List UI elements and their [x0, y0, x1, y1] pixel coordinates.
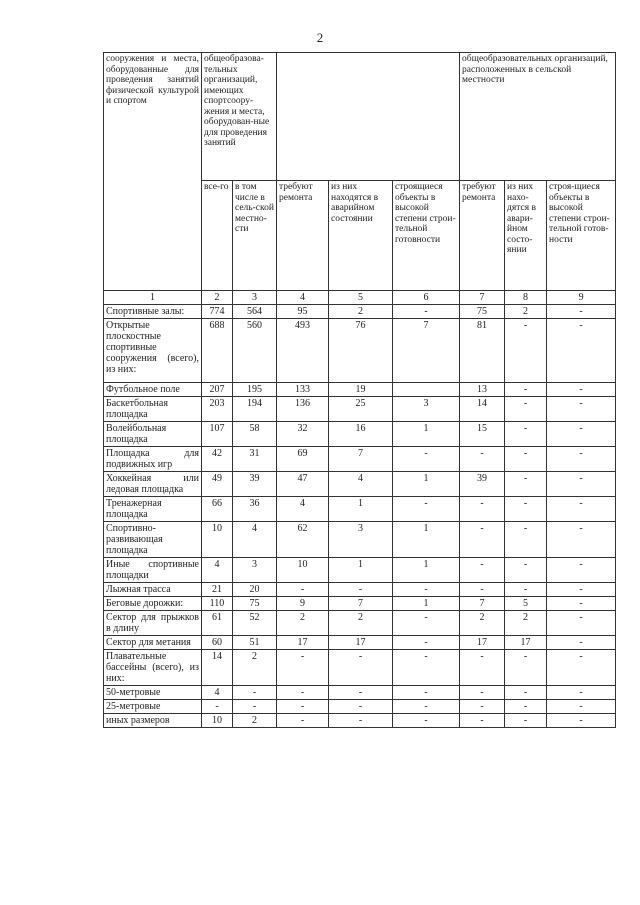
row-value: - [460, 558, 505, 583]
row-value: - [277, 686, 329, 700]
row-value: - [505, 472, 547, 497]
row-value: - [547, 422, 616, 447]
row-value: 25 [329, 397, 393, 422]
row-value: - [329, 714, 393, 728]
row-value: 1 [393, 422, 460, 447]
row-value: 15 [460, 422, 505, 447]
table-row [104, 650, 616, 686]
row-value: 133 [277, 383, 329, 397]
row-value: 17 [460, 636, 505, 650]
row-value: 107 [202, 422, 233, 447]
row-value: 4 [233, 522, 277, 558]
header-total: все-го [202, 181, 233, 291]
row-value: - [505, 383, 547, 397]
row-value: 32 [277, 422, 329, 447]
row-label: Сектор для прыжков в длину [104, 611, 202, 636]
row-value: 7 [393, 319, 460, 383]
row-value: - [505, 522, 547, 558]
row-value: - [547, 650, 616, 686]
row-value: - [547, 397, 616, 422]
row-value: 13 [460, 383, 505, 397]
row-value: 2 [233, 714, 277, 728]
row-value: 136 [277, 397, 329, 422]
row-value: 2 [505, 611, 547, 636]
row-value: - [547, 305, 616, 319]
row-value: - [460, 650, 505, 686]
table-row [104, 597, 616, 611]
table-row [104, 714, 616, 728]
row-value: 1 [329, 558, 393, 583]
row-value: - [393, 305, 460, 319]
row-value: - [505, 422, 547, 447]
row-value: 2 [460, 611, 505, 636]
row-value: 493 [277, 319, 329, 383]
page-number: 2 [316, 30, 324, 45]
table-row [104, 383, 616, 397]
row-value: 14 [202, 650, 233, 686]
column-number: 6 [393, 291, 460, 305]
row-value: 2 [505, 305, 547, 319]
row-value: 195 [233, 383, 277, 397]
row-value: 42 [202, 447, 233, 472]
row-value: - [505, 319, 547, 383]
row-value: - [505, 686, 547, 700]
table-row [104, 522, 616, 558]
header-need-repair: требуют ремонта [277, 181, 329, 291]
row-label: Хоккейная или ледовая площадка [104, 472, 202, 497]
row-value: - [393, 583, 460, 597]
header-rural-under-construction: строя-щиеся объекты в высокой степени строи-тельной готов-ности [547, 181, 616, 291]
column-number: 7 [460, 291, 505, 305]
table-row [104, 686, 616, 700]
row-value: 7 [460, 597, 505, 611]
row-value: - [547, 636, 616, 650]
row-value: 75 [460, 305, 505, 319]
table-body [104, 305, 616, 728]
row-value: - [547, 447, 616, 472]
header-emergency: из них находятся в аварийном состоянии [329, 181, 393, 291]
row-value: - [505, 583, 547, 597]
row-value: - [393, 636, 460, 650]
header-rural: в том числе в сель-ской местно-сти [233, 181, 277, 291]
row-value: 61 [202, 611, 233, 636]
row-label: Тренажерная площадка [104, 497, 202, 522]
row-value: - [505, 650, 547, 686]
row-label: Открытые плоскостные спортивные сооружения (всего), из них: [104, 319, 202, 383]
row-value: 564 [233, 305, 277, 319]
table-row [104, 305, 616, 319]
row-value: - [277, 650, 329, 686]
row-value: 10 [202, 522, 233, 558]
row-value: - [547, 714, 616, 728]
row-value: - [505, 714, 547, 728]
column-number: 9 [547, 291, 616, 305]
row-value: - [233, 686, 277, 700]
row-value: 7 [329, 597, 393, 611]
row-label: Лыжная трасса [104, 583, 202, 597]
row-value: 1 [393, 558, 460, 583]
row-value: - [547, 383, 616, 397]
row-value: 3 [329, 522, 393, 558]
row-value: 1 [393, 597, 460, 611]
row-value: - [393, 497, 460, 522]
table-row [104, 700, 616, 714]
header-group-repair [277, 53, 460, 181]
row-value: 110 [202, 597, 233, 611]
table-row [104, 611, 616, 636]
row-value: 774 [202, 305, 233, 319]
table-row [104, 636, 616, 650]
row-value: - [329, 686, 393, 700]
row-value: 688 [202, 319, 233, 383]
row-value: - [505, 447, 547, 472]
row-value: 17 [277, 636, 329, 650]
row-value: 62 [277, 522, 329, 558]
row-value: 10 [277, 558, 329, 583]
row-value: - [547, 497, 616, 522]
row-value: 69 [277, 447, 329, 472]
row-value: - [329, 700, 393, 714]
row-value: - [393, 611, 460, 636]
row-label: Спортивные залы: [104, 305, 202, 319]
row-value: - [233, 700, 277, 714]
header-rural-need-repair: требуют ремонта [460, 181, 505, 291]
table-row [104, 583, 616, 597]
header-schools-with-facilities: общеобразова-тельных организаций, имеющих спортсоору-жения и места, оборудован-ные для проведения занятий [202, 53, 277, 181]
table-row [104, 397, 616, 422]
row-value: - [460, 686, 505, 700]
row-value: 52 [233, 611, 277, 636]
table-row [104, 558, 616, 583]
column-number: 8 [505, 291, 547, 305]
row-value: - [329, 583, 393, 597]
row-value: - [547, 583, 616, 597]
row-value: 3 [393, 397, 460, 422]
row-value: 31 [233, 447, 277, 472]
table-row [104, 319, 616, 383]
column-numbers-row [104, 291, 616, 305]
row-value: - [547, 319, 616, 383]
row-value: - [460, 583, 505, 597]
row-value: 17 [505, 636, 547, 650]
row-value: - [547, 472, 616, 497]
row-value: 4 [277, 497, 329, 522]
row-value: - [505, 497, 547, 522]
row-value: - [277, 714, 329, 728]
row-value: - [277, 700, 329, 714]
row-value: 1 [393, 472, 460, 497]
row-label: иных размеров [104, 714, 202, 728]
row-label: Баскетбольная площадка [104, 397, 202, 422]
row-value: - [547, 611, 616, 636]
row-value: 58 [233, 422, 277, 447]
row-value: 203 [202, 397, 233, 422]
row-value: - [460, 522, 505, 558]
column-number: 3 [233, 291, 277, 305]
row-value: 20 [233, 583, 277, 597]
row-value: 4 [202, 558, 233, 583]
row-value: - [329, 650, 393, 686]
row-label: Сектор для метания [104, 636, 202, 650]
row-value: - [505, 700, 547, 714]
row-label: Футбольное поле [104, 383, 202, 397]
row-value: - [547, 686, 616, 700]
row-label: 50-метровые [104, 686, 202, 700]
header-rural-schools: общеобразовательных организаций, расположенных в сельской местности [460, 53, 616, 181]
facilities-table [103, 52, 616, 728]
row-value: - [505, 397, 547, 422]
row-label: 25-метровые [104, 700, 202, 714]
row-label: Плавательные бассейны (всего), из них: [104, 650, 202, 686]
header-facility-type: сооружения и места, оборудованные для проведения занятий физической культурой и спортом [104, 53, 202, 291]
header-under-construction: строящиеся объекты в высокой степени строи-тельной готовности [393, 181, 460, 291]
column-number: 2 [202, 291, 233, 305]
row-value: 76 [329, 319, 393, 383]
table-row [104, 497, 616, 522]
row-value: 207 [202, 383, 233, 397]
column-number: 4 [277, 291, 329, 305]
row-value: - [202, 700, 233, 714]
column-number: 1 [104, 291, 202, 305]
row-value: 4 [329, 472, 393, 497]
row-value: - [393, 714, 460, 728]
row-value: 1 [393, 522, 460, 558]
row-value: - [505, 558, 547, 583]
row-value: 2 [277, 611, 329, 636]
row-label: Иные спортивные площадки [104, 558, 202, 583]
row-value: 560 [233, 319, 277, 383]
row-label: Волейбольная площадка [104, 422, 202, 447]
row-value: 81 [460, 319, 505, 383]
row-value: 1 [329, 497, 393, 522]
row-label: Площадка для подвижных игр [104, 447, 202, 472]
row-value: 39 [460, 472, 505, 497]
row-label: Беговые дорожки: [104, 597, 202, 611]
header-rural-emergency: из них нахо-дятся в авари-йном состо-янии [505, 181, 547, 291]
row-value: - [547, 597, 616, 611]
row-value: 95 [277, 305, 329, 319]
row-value [393, 383, 460, 397]
row-value: 75 [233, 597, 277, 611]
row-value: 49 [202, 472, 233, 497]
row-value: 14 [460, 397, 505, 422]
column-number: 5 [329, 291, 393, 305]
row-value: 9 [277, 597, 329, 611]
row-value: 17 [329, 636, 393, 650]
row-value: 16 [329, 422, 393, 447]
row-value: - [547, 522, 616, 558]
row-value: 39 [233, 472, 277, 497]
row-value: 2 [329, 305, 393, 319]
row-value: - [460, 714, 505, 728]
row-value: - [277, 583, 329, 597]
row-value: 19 [329, 383, 393, 397]
row-value: 10 [202, 714, 233, 728]
row-value: 66 [202, 497, 233, 522]
row-value: 3 [233, 558, 277, 583]
row-value: - [393, 700, 460, 714]
row-value: 21 [202, 583, 233, 597]
row-value: 194 [233, 397, 277, 422]
row-value: 36 [233, 497, 277, 522]
row-value: - [460, 447, 505, 472]
row-value: - [460, 700, 505, 714]
row-value: 7 [329, 447, 393, 472]
row-value: - [393, 447, 460, 472]
row-value: 5 [505, 597, 547, 611]
row-value: - [393, 686, 460, 700]
row-label: Спортивно-развивающая площадка [104, 522, 202, 558]
row-value: - [393, 650, 460, 686]
row-value: 60 [202, 636, 233, 650]
row-value: 2 [329, 611, 393, 636]
row-value: - [547, 700, 616, 714]
row-value: 2 [233, 650, 277, 686]
row-value: - [547, 558, 616, 583]
row-value: 51 [233, 636, 277, 650]
table-row [104, 422, 616, 447]
table-row [104, 447, 616, 472]
row-value: 47 [277, 472, 329, 497]
table-row [104, 472, 616, 497]
row-value: 4 [202, 686, 233, 700]
row-value: - [460, 497, 505, 522]
